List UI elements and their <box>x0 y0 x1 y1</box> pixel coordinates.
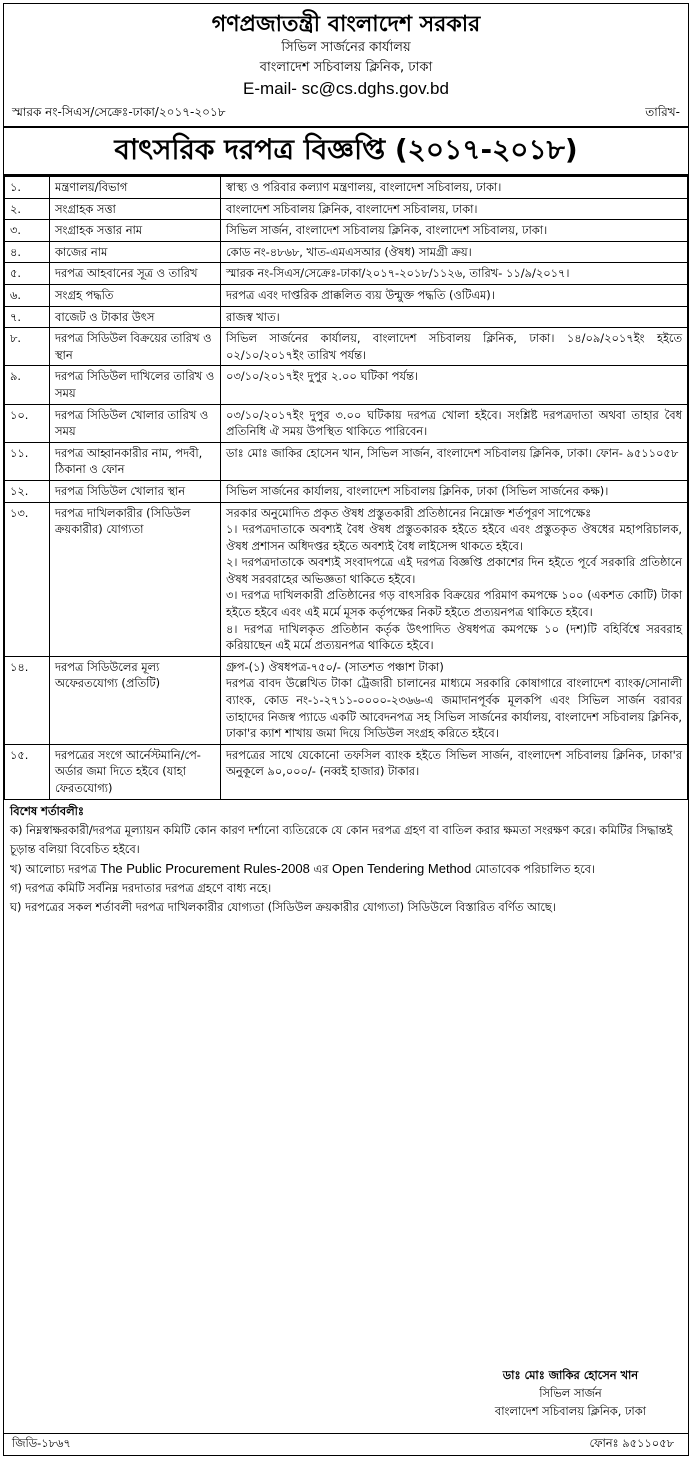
row-value: ০৩/১০/২০১৭ইং দুপুর ৩.০০ ঘটিকায় দরপত্র খোলা হইবে। সংশ্লিষ্ট দরপত্রদাতা অথবা তাহার বৈধ প্রতিনিধি ঐ সময় উপস্থিত থাকিতে পারিবেন। <box>221 404 688 442</box>
row-number: ৮. <box>5 328 50 366</box>
signatory-designation: সিভিল সার্জন <box>539 1386 602 1400</box>
government-name: গণপ্রজাতন্ত্রী বাংলাদেশ সরকার <box>211 12 481 37</box>
memo-date-label: তারিখ- <box>645 105 680 119</box>
row-value: স্মারক নং-সিএস/সেক্রেঃ-ঢাকা/২০১৭-২০১৮/১১২৬, তারিখ- ১১/৯/২০১৭। <box>221 263 688 285</box>
row-label: দরপত্র সিডিউল বিক্রয়ের তারিখ ও স্থান <box>50 328 221 366</box>
tender-table <box>4 176 688 800</box>
row-number: ৪. <box>5 241 50 263</box>
row-label: দরপত্র আহবানের সূত্র ও তারিখ <box>50 263 221 285</box>
condition-d: ঘ) দরপত্রের সকল শর্তাবলী দরপত্র দাখিলকারীর যোগ্যতা (সিডিউল ক্রয়কারীর যোগ্যতা) সিডিউলে বিস্তারিত বর্ণিত আছে। <box>10 899 556 914</box>
row-value: বাংলাদেশ সচিবালয় ক্লিনিক, বাংলাদেশ সচিবালয়, ঢাকা। <box>221 198 688 220</box>
table-row <box>5 442 688 480</box>
row-number: ১০. <box>5 404 50 442</box>
table-row <box>5 241 688 263</box>
row-value: কোড নং-৪৮৬৮, খাত-এমএসআর (ঔষধ) সামগ্রী ক্রয়। <box>221 241 688 263</box>
row-label: দরপত্র সিডিউল খোলার তারিখ ও সময় <box>50 404 221 442</box>
tender-notice <box>3 3 689 1456</box>
row-value: দরপত্রের সাথে যেকোনো তফসিল ব্যাংক হইতে সিভিল সার্জন, বাংলাদেশ সচিবালয় ক্লিনিক, ঢাকা'র অনুকূলে ৯০,০০০/- (নব্বই হাজার) টাকার। <box>221 744 688 799</box>
row-value <box>221 656 688 744</box>
row-number: ১৫. <box>5 744 50 799</box>
row-label: মন্ত্রণালয়/বিভাগ <box>50 177 221 199</box>
signatory-name: ডাঃ মোঃ জাকির হোসেন খান <box>502 1368 639 1382</box>
row-number: ৭. <box>5 306 50 328</box>
condition-b-text: মোতাবেক পরিচালিত হবে। <box>471 861 596 876</box>
office-name: সিভিল সার্জনের কার্যালয় <box>281 40 411 55</box>
eligibility-item: ২। দরপত্রদাতাকে অবশ্যই সংবাদপত্রে এই দরপত্র বিজ্ঞপ্তি প্রকাশের দিন হইতে পূর্বে সরকারি প্রতিষ্ঠানে ঔষধ সরবরাহের অভিজ্ঞতা থাকিতে হইবে। <box>226 555 682 586</box>
condition-b-text: এর <box>309 861 332 876</box>
table-row <box>5 284 688 306</box>
footer <box>4 1433 688 1455</box>
special-conditions <box>4 800 688 919</box>
table-row <box>5 177 688 199</box>
gd-number: জিডি-১৮৬৭ <box>12 1436 71 1450</box>
row-label: দরপত্র সিডিউল খোলার স্থান <box>50 480 221 502</box>
condition-c: গ) দরপত্র কমিটি সর্বনিম্ন দরদাতার দরপত্র গ্রহণে বাধ্য নহে। <box>10 880 272 895</box>
row-number: ১২. <box>5 480 50 502</box>
row-number: ১৩. <box>5 502 50 656</box>
row-number: ৩. <box>5 220 50 242</box>
table-row <box>5 328 688 366</box>
notice-title: বাৎসরিক দরপত্র বিজ্ঞপ্তি (২০১৭-২০১৮) <box>4 126 688 176</box>
row-label: কাজের নাম <box>50 241 221 263</box>
row-number: ৬. <box>5 284 50 306</box>
row-number: ২. <box>5 198 50 220</box>
table-row <box>5 306 688 328</box>
row-value: ডাঃ মোঃ জাকির হোসেন খান, সিভিল সার্জন, বাংলাদেশ সচিবালয় ক্লিনিক, ঢাকা। ফোন- ৯৫১১০৫৮ <box>221 442 688 480</box>
table-row <box>5 502 688 656</box>
footer-phone: ফোনঃ ৯৫১১০৫৮ <box>589 1436 674 1450</box>
row-value: সিভিল সার্জনের কার্যালয়, বাংলাদেশ সচিবালয় ক্লিনিক, ঢাকা। ১৪/০৯/২০১৭ইং হইতে ০২/১০/২০১৭ইং তারিখ পর্যন্ত। <box>221 328 688 366</box>
condition-a: ক) নিম্নস্বাক্ষরকারী/দরপত্র মূল্যায়ন কমিটি কোন কারণ দর্শানো ব্যতিরেকে যে কোন দরপত্র গ্রহণ বা বাতিল করার ক্ষমতা সংরক্ষণ করে। কমিটির সিদ্ধান্তই চূড়ান্ত বলিয়া বিবেচিত হইবে। <box>10 822 673 856</box>
row-value: সিভিল সার্জন, বাংলাদেশ সচিবালয় ক্লিনিক, বাংলাদেশ সচিবালয়, ঢাকা। <box>221 220 688 242</box>
condition-b-text: খ) আলোচ্য দরপত্র <box>10 861 101 876</box>
table-row <box>5 744 688 799</box>
row-number: ৫. <box>5 263 50 285</box>
eligibility-item: ৪। দরপত্র দাখিলকৃত প্রতিষ্ঠান কর্তৃক উৎপাদিত ঔষধপত্র কমপক্ষে ১০ (দশ)টি বহির্বিশ্বে সরবরাহ করিয়াছেন এই মর্মে প্রত্যয়নপত্র থাকিতে হইবে। <box>226 621 682 653</box>
row-label: বাজেট ও টাকার উৎস <box>50 306 221 328</box>
email-address: E-mail- sc@cs.dghs.gov.bd <box>243 79 449 98</box>
row-label: দরপত্র সিডিউলের মূল্য অফেরতযোগ্য (প্রতিটি) <box>50 656 221 744</box>
eligibility-item: ৩। দরপত্র দাখিলকারী প্রতিষ্ঠানের গড় বাৎসরিক বিক্রয়ের পরিমাণ কমপক্ষে ১০০ (একশত কোটি) টাকা হইতে হইবে এবং এই মর্মে মূসক কর্তৃপক্ষের নিকট হইতে প্রত্যয়নপত্র থাকিতে হইবে। <box>226 588 682 620</box>
row-value: দরপত্র এবং দাপ্তরিক প্রাক্কলিত ব্যয় উন্মুক্ত পদ্ধতি (ওটিএম)। <box>221 284 688 306</box>
row-label: দরপত্রের সংগে আর্নেস্টমানি/পে-অর্ডার জমা দিতে হইবে (যাহা ফেরতযোগ্য) <box>50 744 221 799</box>
table-row <box>5 480 688 502</box>
eligibility-item: ১। দরপত্রদাতাকে অবশ্যই বৈধ ঔষধ প্রস্তুতকারক হইতে হইবে এবং প্রস্তুতকৃত ঔষধের মহাপরিচালক, ঔষধ প্রশাসন অধিদপ্তর হইতে অবশ্যই বৈধ লাইসেন্স থাকতে হইবে। <box>226 522 682 553</box>
letterhead <box>4 4 688 100</box>
row-label: দরপত্র দাখিলকারীর (সিডিউল ক্রয়কারীর) যোগ্যতা <box>50 502 221 656</box>
table-row <box>5 404 688 442</box>
row-value: স্বাস্থ্য ও পরিবার কল্যাণ মন্ত্রণালয়, বাংলাদেশ সচিবালয়, ঢাকা। <box>221 177 688 199</box>
row-label: সংগ্রাহক সত্তা <box>50 198 221 220</box>
row-label: সংগ্রাহক সত্তার নাম <box>50 220 221 242</box>
row-value <box>221 502 688 656</box>
row-value: রাজস্ব খাত। <box>221 306 688 328</box>
row-label: দরপত্র সিডিউল দাখিলের তারিখ ও সময় <box>50 366 221 404</box>
special-heading: বিশেষ শর্তাবলীঃ <box>10 803 84 818</box>
memo-number: স্মারক নং-সিএস/সেক্রেঃ-ঢাকা/২০১৭-২০১৮ <box>12 105 226 119</box>
table-row <box>5 263 688 285</box>
row-number: ১১. <box>5 442 50 480</box>
row-number: ১৪. <box>5 656 50 744</box>
row-label: সংগ্রহ পদ্ধতি <box>50 284 221 306</box>
table-row <box>5 198 688 220</box>
row-value: ০৩/১০/২০১৭ইং দুপুর ২.০০ ঘটিকা পর্যন্ত। <box>221 366 688 404</box>
signature-block <box>495 1366 646 1420</box>
memo-line <box>4 100 688 124</box>
schedule-price: গ্রুপ-(১) ঔষধপত্র-৭৫০/- (সাতশত পঞ্চাশ টাকা) <box>226 659 444 674</box>
clinic-name: বাংলাদেশ সচিবালয় ক্লিনিক, ঢাকা <box>259 60 433 75</box>
payment-instructions: দরপত্র বাবদ উল্লেখিত টাকা ট্রেজারী চালানের মাধ্যমে সরকারি কোষাগারে বাংলাদেশ ব্যাংক/সোনালী ব্যাংক, কোড নং-১-২৭১১-০০০০-২৩৬৬-এ জমাদানপূর্বক মূলকপি এবং সিভিল সার্জন বরাবর তাহাদের নিজস্ব প্যাডে একটি আবেদনপত্র সহ সিভিল সার্জনের কার্যালয়, বাংলাদেশ সচিবালয় ক্লিনিক, ঢাকা'র ক্যাশ শাখায় জমা দিয়ে সিডিউল সংগ্রহ করিতে হইবে। <box>226 676 682 741</box>
ppr-reference: The Public Procurement Rules-2008 <box>100 860 310 876</box>
row-value: সিভিল সার্জনের কার্যালয়, বাংলাদেশ সচিবালয় ক্লিনিক, ঢাকা (সিভিল সার্জনের কক্ষ)। <box>221 480 688 502</box>
condition-b <box>10 859 682 879</box>
eligibility-intro: সরকার অনুমোদিত প্রকৃত ঔষধ প্রস্তুতকারী প্রতিষ্ঠানের নিম্নোক্ত শর্তপূরণ সাপেক্ষেঃ <box>226 505 592 520</box>
method-reference: Open Tendering Method <box>332 860 472 876</box>
row-label: দরপত্র আহ্বানকারীর নাম, পদবী, ঠিকানা ও ফোন <box>50 442 221 480</box>
row-number: ৯. <box>5 366 50 404</box>
table-row <box>5 220 688 242</box>
table-row <box>5 656 688 744</box>
row-number: ১. <box>5 177 50 199</box>
table-row <box>5 366 688 404</box>
signatory-org: বাংলাদেশ সচিবালয় ক্লিনিক, ঢাকা <box>494 1404 646 1418</box>
